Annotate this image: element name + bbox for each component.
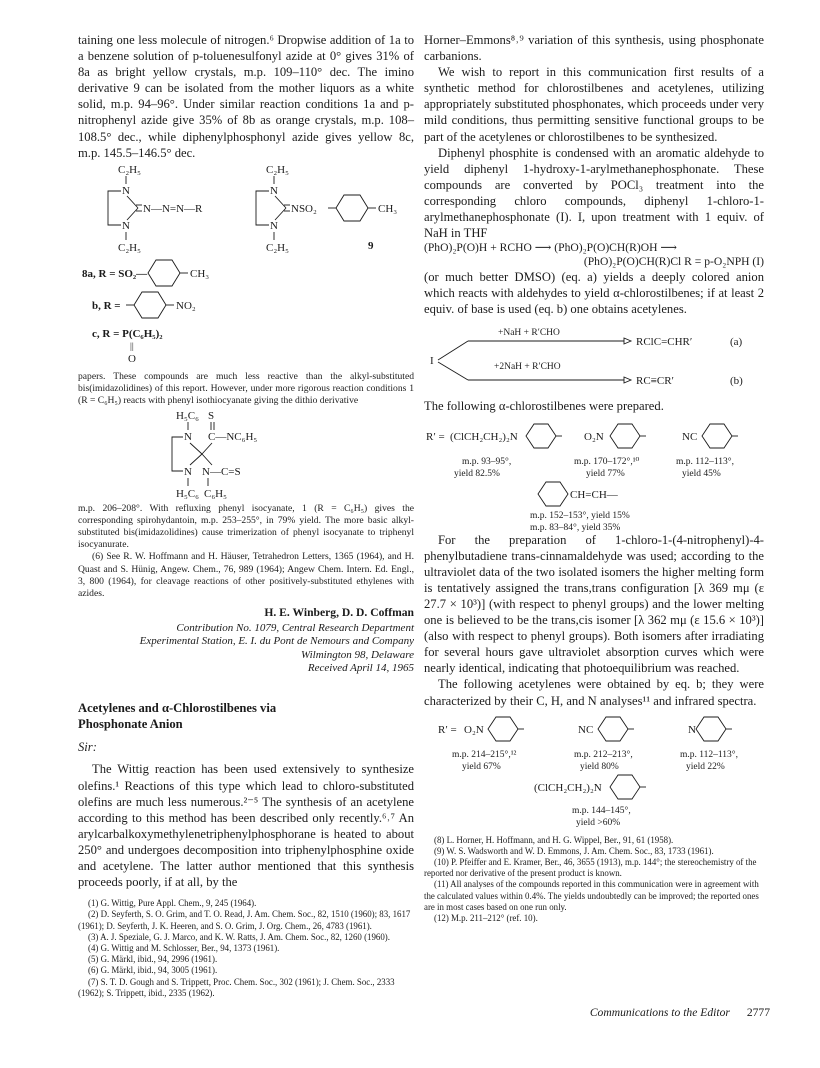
struct8-ethyl-bottom: C₂H₅ — [118, 241, 141, 254]
journal-section: Communications to the Editor — [589, 1006, 730, 1019]
dithio-n-bottom: N — [184, 466, 192, 479]
ring-8a — [148, 260, 180, 286]
ring-8b — [134, 292, 166, 318]
acetylene-1-mp: m.p. 214–215°,¹² — [452, 749, 517, 760]
footnote-6b: (6) G. Märkl, ibid., 94, 3005 (1961). — [88, 965, 218, 976]
footnote-3: (3) A. J. Speziale, G. J. Marco, and K. W. Ratts, J. Am. Chem. Soc., 82, 1260 (1960). — [88, 931, 390, 942]
arrow-b-head — [624, 377, 631, 383]
acetylene-4-ring — [610, 775, 640, 799]
acetylene-3-ring — [696, 717, 726, 741]
paragraph-horner: Horner–Emmons⁸˒⁹ variation of this synthesis, using phosphonate carbanions. — [424, 33, 764, 64]
footnote-10: (10) P. Pfeiffer and E. Kramer, Ber., 46, 3655 (1913), m.p. 144°; the stereochemistry of the reported nor derivative of the present product is known. — [424, 857, 757, 879]
struct9-n-top: N — [270, 184, 278, 197]
acetylene-3-group: N — [688, 723, 696, 736]
received-date: Received April 14, 1965 — [307, 662, 414, 674]
ch3-8a: CH₃ — [190, 267, 210, 280]
footnote-12: (12) M.p. 211–212° (ref. 10). — [434, 913, 538, 924]
footnote-1: (1) G. Wittig, Pure Appl. Chem., 9, 245 (1964). — [88, 898, 257, 909]
page-footer — [536, 1006, 770, 1019]
footnote-2: (2) D. Seyferth, S. O. Grim, and T. O. Read, J. Am. Chem. Soc., 82, 1510 (1960); 83, 1617 (1961); D. Seyferth, J. K. Heeren, and S. O. Grim, J. Org. Chem., 26, 4783 (1961). — [78, 909, 411, 931]
scheme-label-a: (a) — [730, 335, 743, 348]
label-8a: 8a, R = SO₂— — [82, 267, 148, 280]
footnote-9: (9) W. S. Wadsworth and W. D. Emmons, J. Am. Chem. Soc., 83, 1733 (1961). — [434, 845, 714, 856]
article-title-line-1: Acetylenes and α-Chlorostilbenes via — [78, 701, 277, 716]
footnotes-left — [78, 898, 414, 999]
article-title-line-2: Phosphonate Anion — [78, 716, 183, 731]
stilbene-4-group: CH=CH— — [570, 488, 618, 501]
stilbene-4-mp-2: m.p. 83–84°, yield 35% — [530, 522, 621, 532]
stilbene-1-mp: m.p. 93–95°, — [462, 456, 512, 467]
paragraph-diphenyl: Diphenyl phosphite is condensed with an aromatic aldehyde to yield diphenyl 1-hydroxy-1-arylmethanephosphonate. These compounds are converted by POCl₃ treatment into the corresponding chloro compounds, diphenyl 1-chloro-1-arylmethanephosphonate (I). I, upon treatment with 1 equiv. of NaH in THF — [424, 145, 764, 241]
affiliation-line-2: Experimental Station, E. I. du Pont de Nemours and Company — [139, 635, 414, 648]
stilbene-1-ring — [526, 424, 556, 448]
scheme-product-b: RC≡CR′ — [636, 374, 674, 387]
arrow-a-head — [624, 338, 631, 344]
acetylene-4-mp: m.p. 144–145°, — [572, 805, 631, 816]
stilbene-1-group: (ClCH₂CH₂)₂N — [450, 430, 518, 443]
paragraph-wish: We wish to report in this communication first results of a synthetic method for chlorostilbenes and acetylenes, utilizing appropriately substituted phosphonates, which proceeds under very mild conditions, thus permitting sensitive functional groups to be part of the acetylenes or chlorostilbenes to be synthesized. — [424, 65, 764, 144]
dithio-n-top: N — [184, 431, 192, 444]
no2-8b: NO₂ — [176, 299, 196, 312]
affiliation-line-3: Wilmington 98, Delaware — [301, 648, 414, 661]
stilbenes-table — [424, 414, 764, 532]
struct8-n-top: N — [122, 184, 130, 197]
acetylene-4-yield: yield >60% — [576, 817, 621, 827]
paragraph-dmso: (or much better DMSO) (eq. a) yields a deeply colored anion which reacts with aldehydes to yield α-chlorostilbenes; if at least 2 equiv. of base is used (eq. b) one obtains acetylenes. — [424, 270, 764, 317]
paragraph-following-acetylenes: The following acetylenes were obtained by eq. b; they were characterized by their C, H, and N analyses¹¹ and infrared spectra. — [424, 677, 764, 708]
equation-line-1: (PhO)₂P(O)H + RCHO ⟶ (PhO)₂P(O)CH(R)OH ⟶ — [424, 241, 678, 255]
acetylene-r-prefix: R′ = — [438, 723, 457, 736]
acetylene-2-mp: m.p. 212–213°, — [574, 749, 633, 760]
scheme-reagent-b: +2NaH + R′CHO — [494, 361, 561, 372]
acetylene-1-group: O₂N — [464, 723, 484, 736]
struct9-benzene-ring — [336, 195, 368, 221]
struct9-nso2: NSO₂ — [291, 202, 317, 215]
affiliation-line-1: Contribution No. 1079, Central Research Department — [176, 621, 414, 634]
dithio-n-c-s: N—C=S — [202, 466, 241, 479]
reaction-scheme — [424, 318, 764, 398]
structure-8-and-9 — [78, 161, 414, 371]
acetylene-2-ring — [598, 717, 628, 741]
label-8b: b, R = — [92, 299, 121, 312]
paragraph-wittig: The Wittig reaction has been used extensively to synthesize olefins.¹ Reactions of this type which lead to chloro-substituted olefins are much less numerous.²⁻⁵ The synthesis of an acetylene according to this method has been described only recently.⁶˒⁷ An arylcarbalkoxymethylenetriphenylphosphorane is heated to about 250° and undergoes decomposition into triphenylphosphine oxide and acetylene. The latter author mentioned that this synthesis proceeds poorly, if at all, by the — [78, 762, 414, 890]
stilbene-3-yield: yield 45% — [682, 468, 721, 479]
acetylene-2-yield: yield 80% — [580, 761, 619, 772]
signature-block — [78, 606, 414, 676]
right-column — [424, 32, 764, 924]
stilbene-r-prefix: R′ = — [426, 430, 445, 443]
scheme-product-a: RClC=CHR′ — [636, 335, 693, 348]
footnote-4: (4) G. Wittig and M. Schlosser, Ber., 94, 1373 (1961). — [88, 942, 280, 953]
footnote-6: (6) See R. W. Hoffmann and H. Häuser, Tetrahedron Letters, 1365 (1964), and H. Quast and S. Hünig, Angew. Chem., 76, 989 (1964); Angew Chem. Intern. Ed. Engl., 3, 800 (1964), for cleavage reactions of other positively-substituted ethylenes with azides. — [78, 551, 414, 599]
equation-line-2: (PhO)₂P(O)CH(R)Cl R = p-O₂NPH (I) — [583, 255, 764, 269]
stilbene-2-ring — [610, 424, 640, 448]
stilbene-3-group: NC — [682, 430, 698, 443]
footnote-8: (8) L. Horner, H. Hoffmann, and H. G. Wippel, Ber., 91, 61 (1958). — [434, 834, 674, 845]
scheme-reagent-a: +NaH + R′CHO — [498, 327, 560, 338]
acetylene-3-mp: m.p. 112–113°, — [680, 749, 738, 760]
author-names: H. E. Winberg, D. D. Coffman — [264, 605, 414, 619]
scheme-start: I — [430, 354, 434, 367]
dithio-s-top: S — [208, 410, 215, 423]
footnotes-right — [424, 835, 764, 925]
stilbene-1-yield: yield 82.5% — [454, 468, 500, 479]
stilbene-4-ring — [538, 482, 568, 506]
dithio-h5c6-bottom: H₅C₆ — [176, 488, 199, 501]
oxygen-8c: O — [128, 352, 136, 365]
note-mp: m.p. 206–208°. With refluxing phenyl isocyanate, 1 (R = C₆H₅) gives the corresponding spirohydantoin, m.p. 253–255°, in 79% yield. The more basic alkyl-substituted bis(imidazolidines) cause trimerization of phenyl isocyanate to triphenyl isocyanurate. — [78, 503, 414, 551]
acetylene-1-yield: yield 67% — [462, 761, 501, 772]
acetylene-2-group: NC — [578, 723, 594, 736]
acetylene-3-yield: yield 22% — [686, 761, 725, 772]
stilbene-3-mp: m.p. 112–113°, — [676, 456, 734, 467]
stilbene-3-ring — [702, 424, 732, 448]
paragraph-following-stilbenes: The following α-chlorostilbenes were prepared. — [424, 398, 664, 413]
page-number: 2777 — [746, 1006, 770, 1019]
footnote-11: (11) All analyses of the compounds reported in this communication were in agreement with the calculated values within 0.4%. The yields undoubtedly can be improved; the reported ones are in most cases based on one run only. — [424, 879, 759, 912]
footnote-7: (7) S. T. D. Gough and S. Trippett, Proc. Chem. Soc., 302 (1961); J. Chem. Soc., 2333 (1962); S. Trippett, ibid., 2335 (1962). — [78, 976, 395, 998]
struct8-n-bottom: N — [122, 219, 130, 232]
struct8-chain: N—N=N—R — [143, 202, 203, 215]
stilbene-4-mp-1: m.p. 152–153°, yield 15% — [530, 510, 630, 521]
salutation: Sir: — [78, 740, 97, 755]
label-8c: c, R = P(C₆H₅)₂ — [92, 327, 163, 340]
stilbene-2-group: O₂N — [584, 430, 604, 443]
acetylenes-table — [424, 709, 764, 827]
scheme-label-b: (b) — [730, 374, 743, 387]
acetylene-1-ring — [488, 717, 518, 741]
struct8-ethyl-top: C₂H₅ — [118, 163, 141, 176]
dithio-c-nc6h5: C—NC₆H₅ — [208, 431, 258, 444]
paragraph-intro: taining one less molecule of nitrogen.⁶ Dropwise addition of 1a to a benzene solution of p-toluenesulfonyl azide at 0° gives 31% of 8a as bright yellow crystals, m.p. 109–110° dec. The imino derivative 9 can be isolated from the mother liquors as a white solid, m.p. 94–96°. Under similar reaction conditions 1a and p-nitrophenyl azide give 35% of 8b as orange crystals, m.p. 108–108.5° dec., while diphenylphosphonyl azide gives yellow 8c, m.p. 145.5–146.5° dec. — [78, 33, 414, 160]
stilbene-2-mp: m.p. 170–172°,¹⁰ — [574, 456, 640, 467]
stilbene-2-yield: yield 77% — [586, 468, 625, 479]
acetylene-4-group: (ClCH₂CH₂)₂N — [534, 781, 602, 794]
note-papers: papers. These compounds are much less reactive than the alkyl-substituted bis(imidazolidines) of this report. However, under more rigorous reaction conditions 1 (R = C₆H₅) reacts with phenyl isothiocyanate giving the dithio derivative — [78, 370, 414, 406]
left-column — [78, 32, 414, 999]
struct9-number: 9 — [368, 239, 374, 252]
footnote-5: (5) G. Märkl, ibid., 94, 2996 (1961). — [88, 954, 218, 965]
paragraph-preparation: For the preparation of 1-chloro-1-(4-nitrophenyl)-4-phenylbutadiene trans-cinnamaldehyde was used; according to the ultraviolet data of the two isolated isomers the higher melting form is tentatively assigned the trans,trans configuration [λ 369 mμ (ε 27.7 × 10³)] (with respect to phenyl groups) and the lower melting one is believed to be the trans,cis isomer [λ 362 mμ (ε 15.6 × 10³)] (also with respect to phenyl groups). Both isomers after irradiating for several hours gave ultraviolet absorption curves which were nearly identical, indicating that photoequilibrium was reached. — [424, 532, 764, 676]
struct9-ethyl-top: C₂H₅ — [266, 163, 289, 176]
article-title — [78, 701, 414, 732]
struct9-ch3: CH₃ — [378, 202, 398, 215]
struct9-n-bottom: N — [270, 219, 278, 232]
struct9-ethyl-bottom: C₂H₅ — [266, 241, 289, 254]
dithio-h5c6-top: H₅C₆ — [176, 410, 199, 423]
structure-dithio — [78, 407, 414, 503]
p-double-bond: || — [130, 341, 134, 352]
dithio-c6h5-bottom: C₆H₅ — [204, 488, 227, 501]
